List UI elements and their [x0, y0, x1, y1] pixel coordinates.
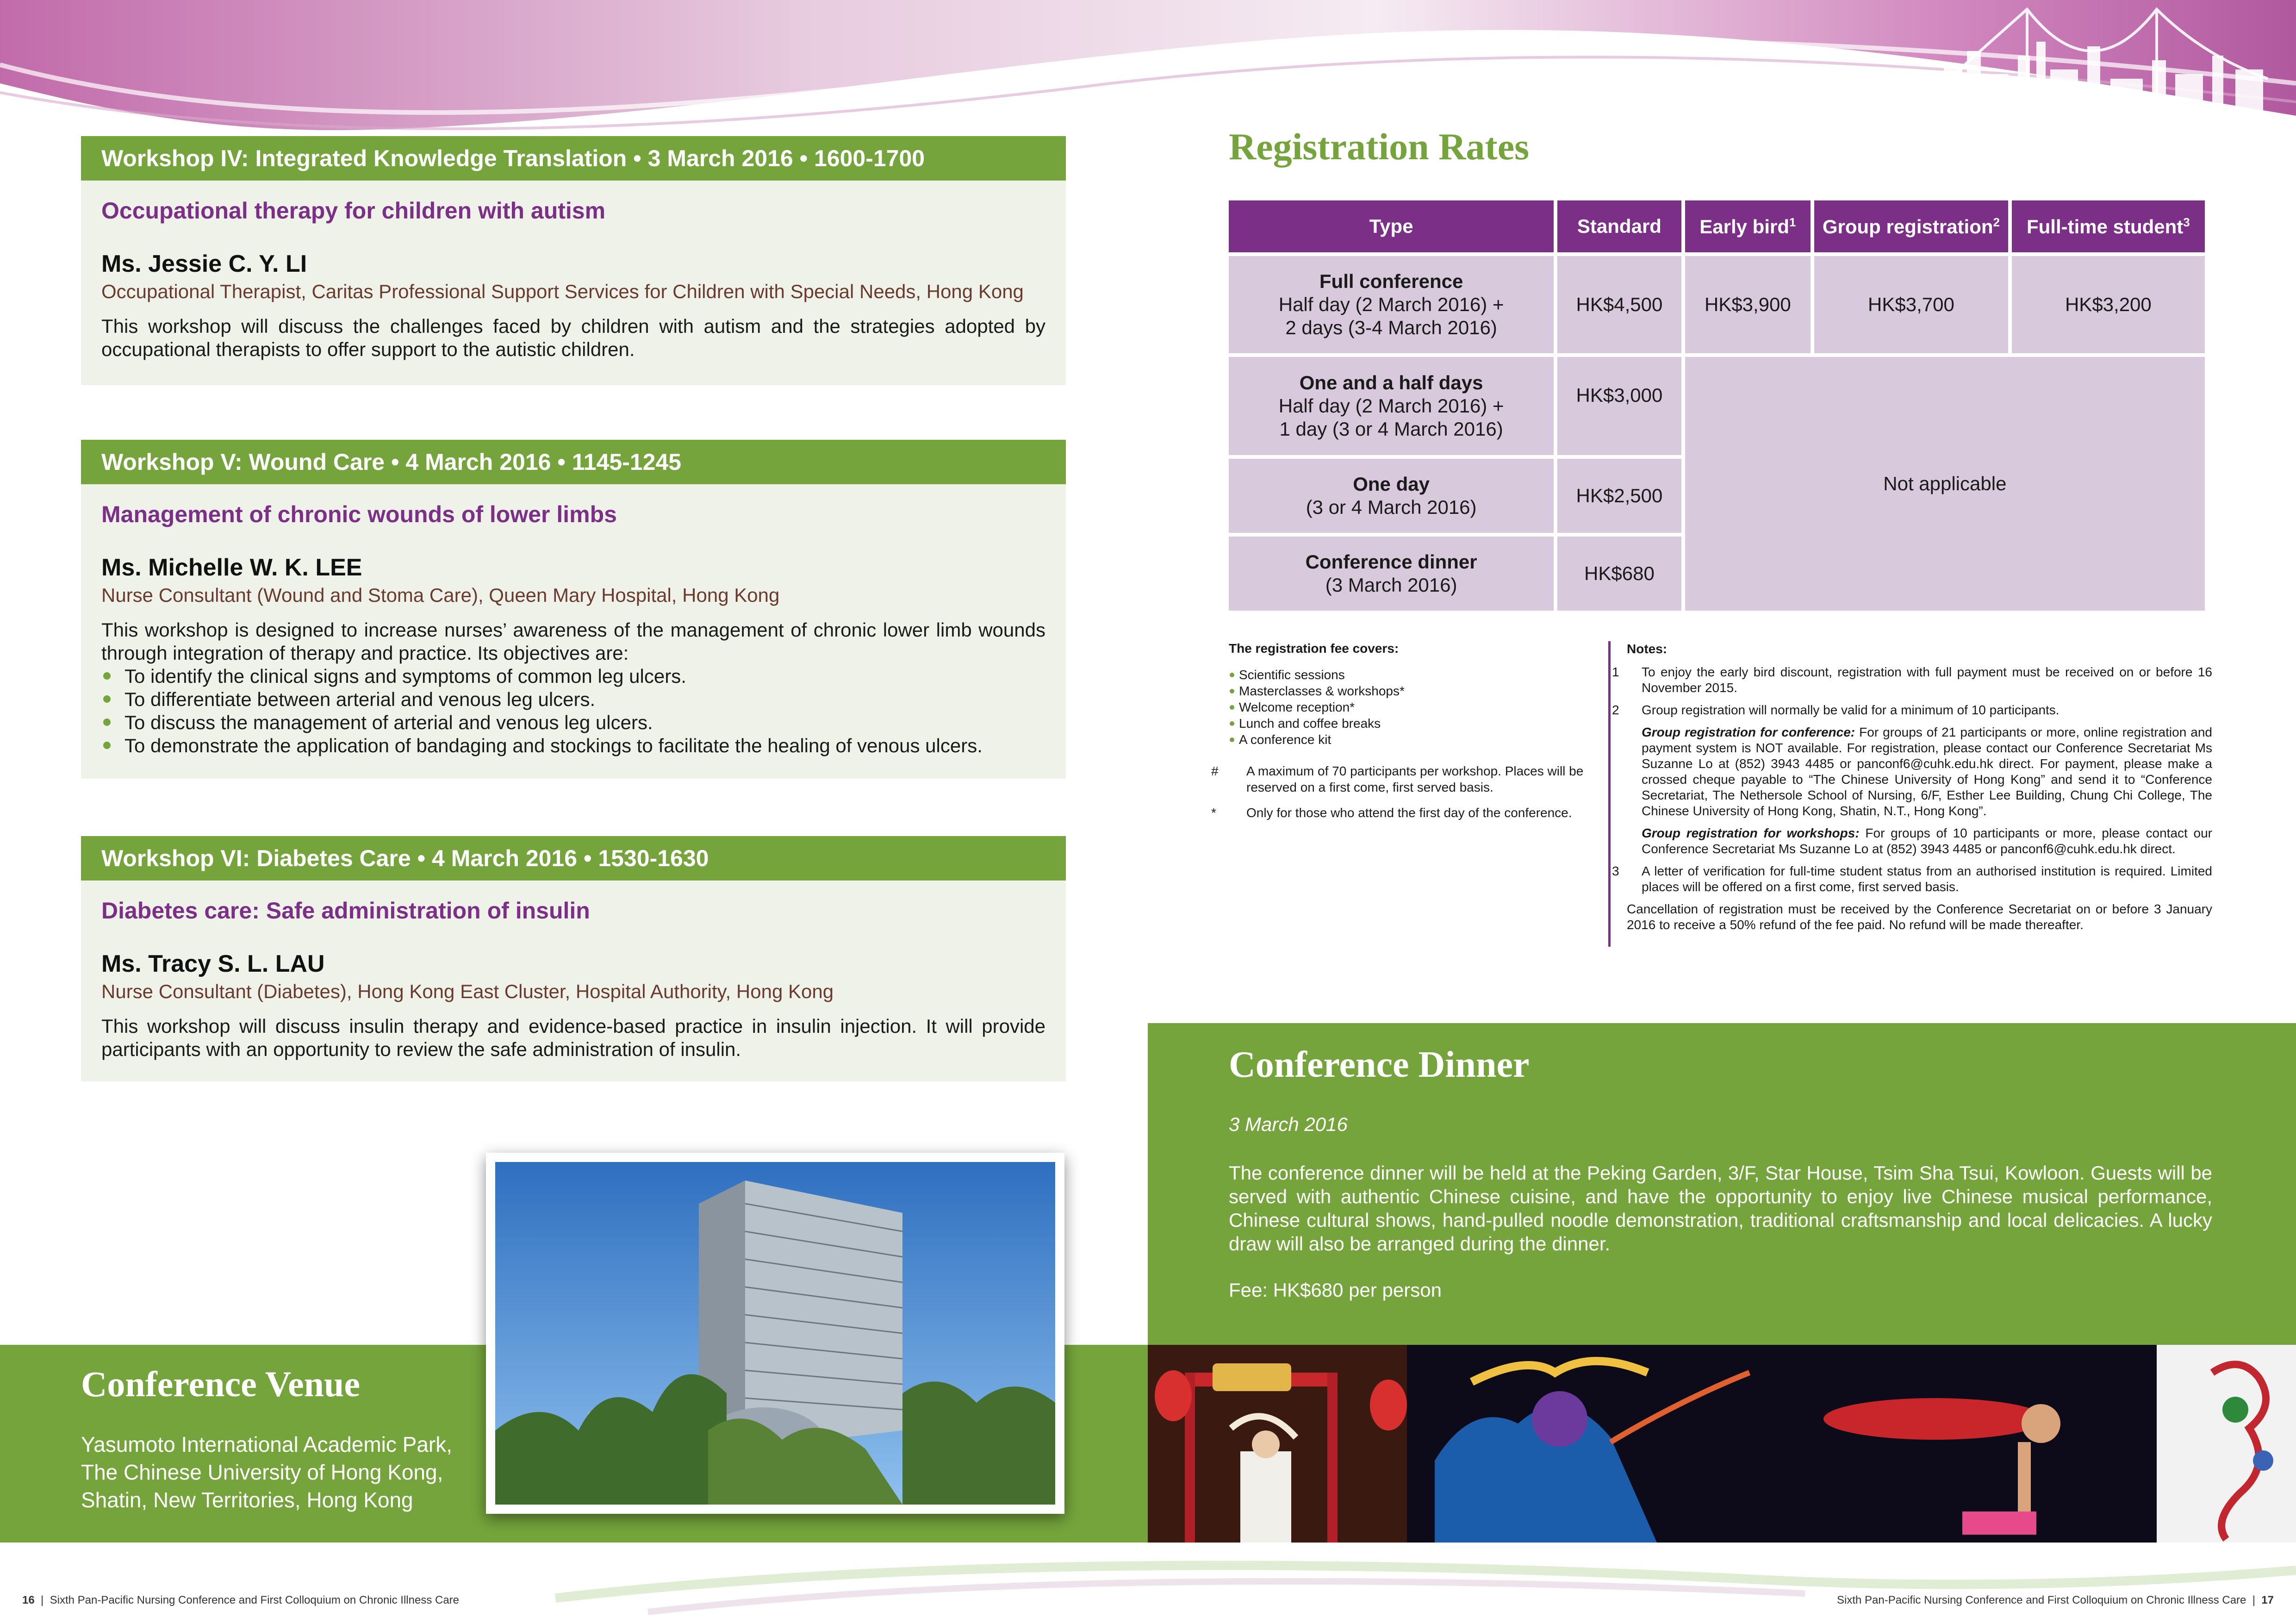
- note-1: 1 To enjoy the early bird discount, registration with full payment must be received on or before 16 November 2015.: [1612, 665, 2212, 695]
- footnote-ref: 1: [1789, 215, 1796, 229]
- footer-wave-decoration: [0, 1543, 2296, 1624]
- bullet-icon: [1230, 737, 1234, 742]
- page-number: 17: [2261, 1594, 2274, 1606]
- venue-title: Conference Venue: [81, 1364, 361, 1404]
- dinner-title: Conference Dinner: [1229, 1044, 1530, 1085]
- objective-text: To discuss the management of arterial and venous leg ulcers.: [124, 712, 653, 733]
- workshop-header: Workshop VI: Diabetes Care • 4 March 2016 • 1530-1630: [81, 836, 1066, 881]
- column-header-early-bird: Early bird$^1$: [1685, 200, 1811, 252]
- column-header-standard: Standard: [1557, 200, 1681, 252]
- list-item: Scientific sessions: [1229, 667, 1405, 683]
- speaker-name: Ms. Tracy S. L. LAU: [101, 950, 325, 977]
- speaker-name: Ms. Michelle W. K. LEE: [101, 554, 362, 581]
- bullet-icon: [1230, 673, 1234, 677]
- workshop-iv-card: [81, 136, 1066, 385]
- note-2: 2 Group registration will normally be valid for a minimum of 10 participants.: [1612, 703, 2060, 717]
- list-item: Masterclasses & workshops*: [1229, 683, 1405, 699]
- fee-covers-list: [1229, 667, 1405, 748]
- note-2b: Group registration for workshops: For groups of 10 participants or more, please contact our Conference Secretariat Ms Suzanne Lo at (852) 3943 4485 or panconf6@cuhk.edu.hk direct.: [1642, 826, 2213, 856]
- list-item: A conference kit: [1229, 731, 1405, 748]
- workshop-v-card: [81, 440, 1066, 779]
- early-bird-cell: HK$3,900: [1685, 256, 1811, 353]
- standard-cell: HK$3,000: [1557, 357, 1681, 455]
- page-number: 16: [22, 1594, 35, 1606]
- column-header-type: Type: [1229, 200, 1554, 252]
- list-item: [101, 688, 1045, 711]
- table-header-row: [1229, 200, 2205, 252]
- workshop-header: Workshop IV: Integrated Knowledge Translation • 3 March 2016 • 1600-1700: [81, 136, 1066, 181]
- workshop-title: Diabetes care: Safe administration of insulin: [101, 898, 590, 924]
- notes-heading: Notes:: [1627, 642, 1668, 656]
- venue-building-photo: [486, 1153, 1064, 1514]
- list-item: Lunch and coffee breaks: [1229, 715, 1405, 731]
- type-cell: One day (3 or 4 March 2016): [1229, 459, 1554, 533]
- table-row: [1229, 256, 2205, 353]
- fee-covers-heading: The registration fee covers:: [1229, 641, 1399, 656]
- footer-right: Sixth Pan-Pacific Nursing Conference and First Colloquium on Chronic Illness Care | 17: [1837, 1594, 2274, 1606]
- type-cell: One and a half days Half day (2 March 2016) + 1 day (3 or 4 March 2016): [1229, 357, 1554, 455]
- footnote-ref: 2: [1993, 215, 2000, 229]
- speaker-affiliation: Nurse Consultant (Wound and Stoma Care), Queen Mary Hospital, Hong Kong: [101, 584, 780, 606]
- workshop-header: Workshop V: Wound Care • 4 March 2016 • 1145-1245: [81, 440, 1066, 484]
- workshop-description: This workshop will discuss the challenges faced by children with autism and the strategies adopted by occupational therapists to offer support to the autistic children.: [101, 315, 1045, 360]
- footnote-star: * Only for those who attend the first day of the conference.: [1211, 806, 1572, 820]
- objective-text: To demonstrate the application of bandaging and stockings to facilitate the healing of venous ulcers.: [124, 735, 983, 756]
- standard-cell: HK$4,500: [1557, 256, 1681, 353]
- list-item: [101, 665, 1045, 688]
- registration-rates-table: [1225, 197, 2209, 614]
- group-cell: HK$3,700: [1814, 256, 2008, 353]
- workshop-description: This workshop will discuss insulin therapy and evidence-based practice in insulin injection. It will provide participants with an opportunity to review the safe administration of insulin.: [101, 1015, 1045, 1060]
- type-cell: Full conference Half day (2 March 2016) + 2 days (3-4 March 2016): [1229, 256, 1554, 353]
- note-2a: Group registration for conference: For groups of 21 participants or more, online registration and payment system is NOT available. For registration, please contact our Conference Secretariat Ms Suzanne Lo at (852) 3943 4485 or panconf6@cuhk.edu.hk direct. For payment, please make a crossed cheque payable to “The Chinese University of Hong Kong” and send it to “Conference Secretariat, The Nethersole School of Nursing, 6/F, Esther Lee Building, Chung Chi College, The Chinese University of Hong Kong, Shatin, N.T., Hong Kong”.: [1642, 725, 2213, 818]
- not-applicable-cell: Not applicable: [1685, 357, 2205, 611]
- type-cell: Conference dinner (3 March 2016): [1229, 537, 1554, 611]
- footer-publication: Sixth Pan-Pacific Nursing Conference and First Colloquium on Chronic Illness Care: [50, 1594, 459, 1606]
- workshop-title: Management of chronic wounds of lower limbs: [101, 501, 617, 527]
- student-cell: HK$3,200: [2012, 256, 2205, 353]
- table-row: [1229, 357, 2205, 455]
- notes-divider: [1608, 641, 1611, 947]
- standard-cell: HK$680: [1557, 537, 1681, 611]
- dinner-performance-photo: [1148, 1345, 2296, 1543]
- speaker-name: Ms. Jessie C. Y. LI: [101, 250, 307, 277]
- registration-notes: [1612, 641, 2213, 939]
- list-item: [101, 711, 1045, 734]
- footnote-hash: # A maximum of 70 participants per workshop. Places will be reserved on a first come, first served basis.: [1211, 764, 1584, 794]
- footnote-ref: 3: [2183, 215, 2190, 229]
- workshop-title: Occupational therapy for children with autism: [101, 198, 606, 224]
- objectives-list: [101, 665, 1045, 757]
- bullet-icon: [1230, 705, 1234, 710]
- bullet-icon: [103, 742, 111, 749]
- list-item: Welcome reception*: [1229, 699, 1405, 715]
- note-3: 3 A letter of verification for full-time student status from an authorised institution is required. Limited places will be offered on a first come, first served basis.: [1612, 864, 2212, 894]
- top-wave-banner: [0, 0, 2296, 153]
- footer-left: 16 | Sixth Pan-Pacific Nursing Conference and First Colloquium on Chronic Illness Care: [22, 1594, 459, 1606]
- footer-publication: Sixth Pan-Pacific Nursing Conference and First Colloquium on Chronic Illness Care: [1837, 1594, 2246, 1606]
- bullet-icon: [103, 718, 111, 726]
- workshop-description: This workshop is designed to increase nurses’ awareness of the management of chronic lower limb wounds through integration of therapy and practice. Its objectives are:: [101, 619, 1045, 664]
- dinner-description: The conference dinner will be held at the Peking Garden, 3/F, Star House, Tsim Sha Tsui, Kowloon. Guests will be served with authentic Chinese cuisine, and have the opportunity to enjoy live Chinese musical performance, Chinese cultural shows, hand-pulled noodle demonstration, traditional craftsmanship and local delicacies. A lucky draw will also be arranged during the dinner.: [1229, 1162, 2212, 1255]
- bullet-icon: [1230, 689, 1234, 693]
- venue-address: Yasumoto International Academic Park, The Chinese University of Hong Kong, Shatin, New Territories, Hong Kong: [81, 1432, 453, 1512]
- dinner-fee: Fee: HK$680 per person: [1229, 1279, 1442, 1301]
- column-header-group: Group registration$^2$: [1814, 200, 2008, 252]
- standard-cell: HK$2,500: [1557, 459, 1681, 533]
- bullet-icon: [103, 672, 111, 680]
- speaker-affiliation: Occupational Therapist, Caritas Professional Support Services for Children with Special Needs, Hong Kong: [101, 281, 1024, 302]
- column-header-student: Full-time student$^3$: [2012, 200, 2205, 252]
- registration-title: Registration Rates: [1229, 125, 1530, 168]
- workshop-vi-card: [81, 836, 1066, 1081]
- speaker-affiliation: Nurse Consultant (Diabetes), Hong Kong East Cluster, Hospital Authority, Hong Kong: [101, 981, 834, 1002]
- dinner-date: 3 March 2016: [1229, 1113, 1348, 1135]
- objective-text: To identify the clinical signs and symptoms of common leg ulcers.: [124, 665, 686, 687]
- list-item: [101, 734, 1045, 757]
- bullet-icon: [1230, 721, 1234, 726]
- objective-text: To differentiate between arterial and venous leg ulcers.: [124, 688, 596, 710]
- bullet-icon: [103, 695, 111, 703]
- cancellation-note: Cancellation of registration must be received by the Conference Secretariat on or before 3 January 2016 to receive a 50% refund of the fee paid. No refund will be made thereafter.: [1627, 902, 2212, 932]
